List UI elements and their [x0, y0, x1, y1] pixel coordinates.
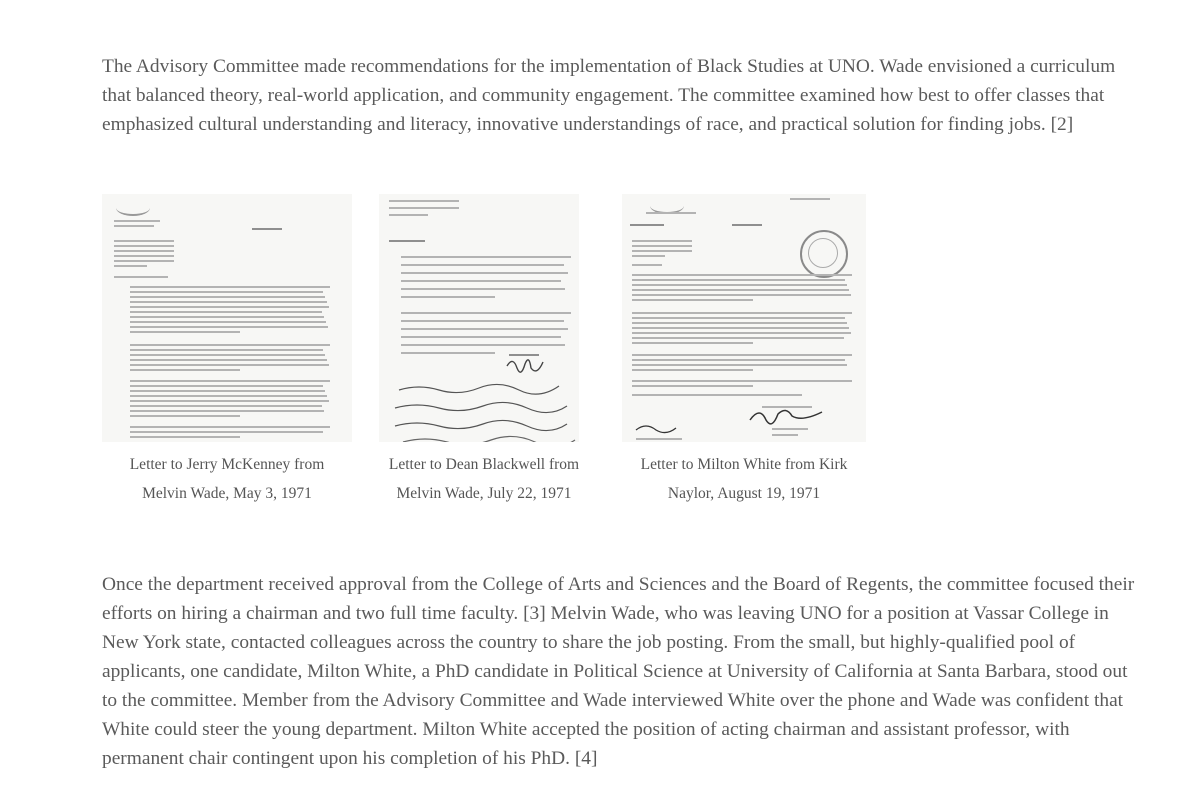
typed-line — [130, 400, 329, 402]
typed-line — [114, 265, 147, 267]
caption-line: Melvin Wade, May 3, 1971 — [142, 485, 312, 502]
caption-line: Melvin Wade, July 22, 1971 — [396, 485, 572, 502]
university-seal-icon — [116, 200, 150, 216]
typed-line — [114, 245, 174, 247]
typed-line — [114, 250, 174, 252]
caption-line: Letter to Milton White from Kirk — [640, 456, 848, 473]
typed-line — [130, 354, 325, 356]
signature-icon — [622, 194, 866, 442]
typed-line — [130, 316, 324, 318]
figure-letter-mckenney — [102, 194, 352, 508]
intro-paragraph: The Advisory Committee made recommendations for the implementation of Black Studies at UNO. Wade envisioned a curriculum that balanced theory, real-world application, and community engagement. The committee examined how best to offer classes that emphasized cultural understanding and literacy, innovative understandings of race, and practical solution for finding jobs. [2] — [102, 56, 1116, 135]
typed-line — [130, 395, 327, 397]
figure-letter-white — [622, 194, 866, 508]
caption-line: Letter to Jerry McKenney from — [129, 456, 325, 473]
typed-line — [130, 301, 327, 303]
typed-line — [130, 436, 240, 438]
typed-line — [772, 434, 798, 436]
figure-caption — [622, 450, 866, 508]
typed-line — [114, 276, 168, 278]
typed-line — [130, 321, 326, 323]
typed-line — [114, 240, 174, 242]
figure-caption — [379, 450, 589, 508]
figure-letter-blackwell — [379, 194, 589, 508]
letter-image-blackwell[interactable] — [379, 194, 579, 442]
letter-image-mckenney[interactable] — [102, 194, 352, 442]
typed-line — [130, 359, 327, 361]
typed-line — [114, 255, 174, 257]
typed-line — [130, 380, 330, 382]
typed-line — [130, 410, 324, 412]
typed-line — [130, 326, 328, 328]
typed-line — [130, 405, 322, 407]
typed-line — [130, 364, 329, 366]
letter-image-white[interactable] — [622, 194, 866, 442]
typed-line — [130, 311, 322, 313]
typed-line — [130, 291, 323, 293]
typed-line — [114, 260, 174, 262]
typed-line — [252, 228, 282, 230]
typed-line — [130, 431, 323, 433]
typed-line — [130, 369, 240, 371]
caption-line: Letter to Dean Blackwell from — [388, 456, 580, 473]
typed-line — [772, 428, 808, 430]
typed-line — [130, 349, 323, 351]
hiring-paragraph: Once the department received approval from the College of Arts and Sciences and the Board of Regents, the committee focused their efforts on hiring a chairman and two full time faculty. [3] Melvin Wade, who was leaving UNO for a position at Vassar College in New York state, contacted colleagues across the country to share the job posting. From the small, but highly-qualified pool of applicants, one candidate, Milton White, a PhD candidate in Political Science at University of California at Santa Barbara, stood out to the committee. Member from the Advisory Committee and Wade interviewed White over the phone and Wade was confident that White could steer the young department. Milton White accepted the position of acting chairman and assistant professor, with permanent chair contingent upon his completion of his PhD. [4] — [102, 574, 1135, 769]
typed-line — [114, 220, 160, 222]
typed-line — [114, 225, 154, 227]
typed-line — [130, 390, 325, 392]
typed-line — [130, 296, 325, 298]
typed-line — [130, 385, 323, 387]
figure-caption — [102, 450, 352, 508]
typed-line — [130, 426, 330, 428]
typed-line — [130, 331, 240, 333]
typed-line — [130, 344, 330, 346]
caption-line: Naylor, August 19, 1971 — [667, 485, 821, 502]
typed-line — [130, 415, 240, 417]
typed-line — [636, 438, 682, 440]
typed-line — [130, 306, 329, 308]
typed-line — [130, 286, 330, 288]
handwritten-signature-and-note — [379, 194, 579, 442]
